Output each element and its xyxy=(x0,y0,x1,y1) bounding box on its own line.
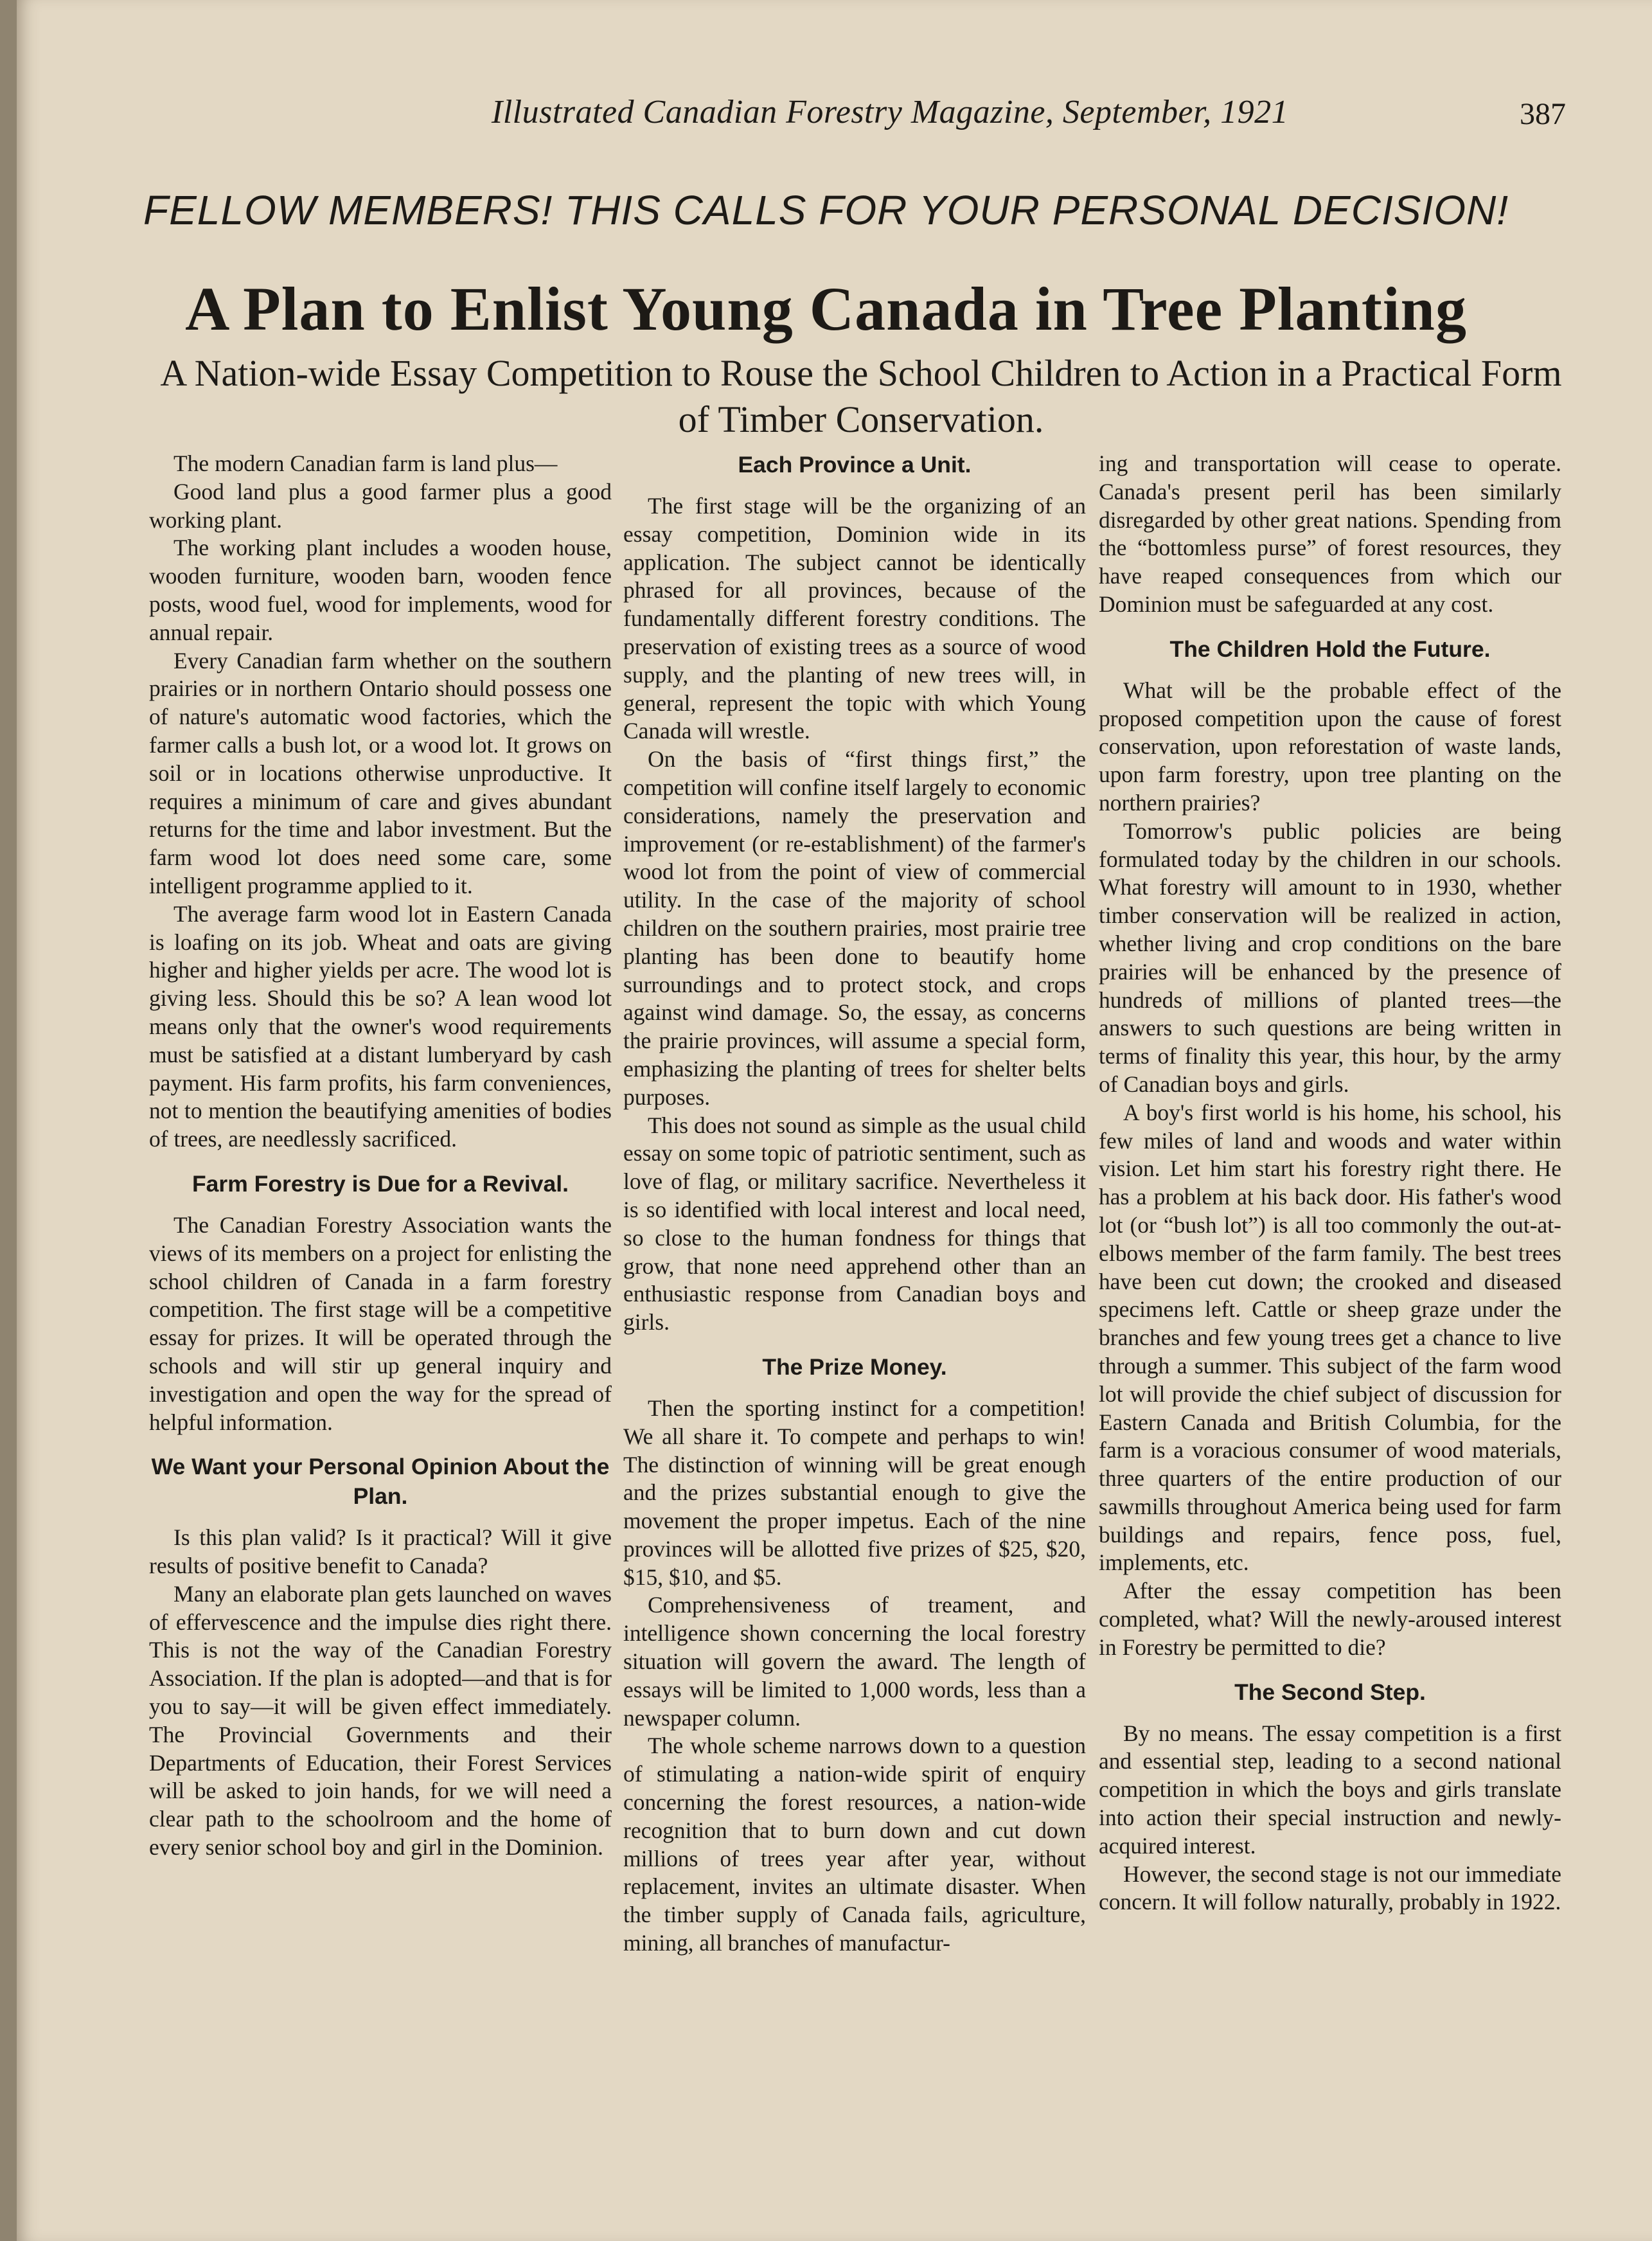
paragraph: Is this plan valid? Is it practical? Will it give results of positive benefit to Canada? xyxy=(149,1524,612,1579)
section-heading: The Children Hold the Future. xyxy=(1169,636,1491,662)
section-heading: We Want your Personal Opinion About the Plan. xyxy=(151,1454,610,1510)
paragraph: The modern Canadian farm is land plus— xyxy=(173,451,558,476)
paragraph: This does not sound as simple as the usual child essay on some topic of patriotic sentiment, such as love of flag, or military sacrifice. Nevertheless it is so identified with local interest and local need, so close to the human fondness for things that grow, that none need apprehend other than an enthusiastic response from Canadian boys and girls. xyxy=(623,1112,1086,1335)
paragraph: However, the second stage is not our immediate concern. It will follow naturally, probably in 1922. xyxy=(1099,1861,1561,1915)
section-heading: The Prize Money. xyxy=(762,1353,947,1380)
section-heading: Farm Forestry is Due for a Revival. xyxy=(192,1170,569,1197)
paragraph: By no means. The essay competition is a first and essential step, leading to a second national competition in which the boys and girls translate into action their special instruction and newly-acquired interest. xyxy=(1099,1720,1561,1859)
paragraph: The Canadian Forestry Association wants the views of its members on a project for enlisting the school children of Canada in a farm forestry competition. The first stage will be a competitive essay for prizes. It will be operated through the schools and will stir up general inquiry and investigation and open the way for the spread of helpful information. xyxy=(149,1211,612,1435)
paragraph: Many an elaborate plan gets launched on waves of effervescence and the impulse dies right there. This is not the way of the Canadian Forestry Association. If the plan is adopted—and that is for you to say—it will be given effect immediately. The Provincial Governments and their Departments of Education, their Forest Services will be asked to join hands, for we will need a clear path to the schoolroom and the home of every senior school boy and girl in the Dominion. xyxy=(149,1580,612,1861)
paragraph: Good land plus a good farmer plus a good working plant. xyxy=(149,478,612,533)
paragraph: The working plant includes a wooden house, wooden furniture, wooden barn, wooden fence posts, wood fuel, wood for implements, wood for annual repair. xyxy=(149,535,612,645)
paragraph: Comprehensiveness of treament, and intelligence shown concerning the local forestry situation will govern the award. The length of essays will be limited to 1,000 words, less than a newspaper column. xyxy=(623,1592,1086,1731)
section-heading: The Second Step. xyxy=(1234,1679,1426,1705)
paragraph: Tomorrow's public policies are being formulated today by the children in our schools. What forestry will amount to in 1930, whether timber conservation will be realized in action, whether living and crop conditions on the bare prairies will be enhanced by the presence of hundreds of millions of planted trees—the answers to such questions are being written in terms of finality this year, this hour, by the army of Canadian boys and girls. xyxy=(1099,817,1561,1097)
column-3 xyxy=(1099,450,1561,1916)
page-number: 387 xyxy=(1520,97,1566,131)
section-heading: Each Province a Unit. xyxy=(738,452,972,478)
paragraph: Then the sporting instinct for a competition! We all share it. To compete and perhaps to win! The distinction of winning will be great enough and the prizes substantial enough to give the movement the proper impetus. Each of the nine provinces will be allotted five prizes of $25, $20, $15, $10, and $5. xyxy=(623,1395,1086,1590)
article-title: A Plan to Enlist Young Canada in Tree Planting xyxy=(185,274,1467,343)
paragraph: Every Canadian farm whether on the southern prairies or in northern Ontario should possess one of nature's automatic wood factories, which the farmer calls a bush lot, or a wood lot. It grows on soil or in locations otherwise unproductive. It requires a minimum of care and gives abundant returns for the time and labor investment. But the farm wood lot does need some care, some intelligent programme applied to it. xyxy=(149,647,612,898)
paragraph: What will be the probable effect of the proposed competition upon the cause of forest conservation, upon reforestation of waste lands, upon farm forestry, upon tree planting on the northern prairies? xyxy=(1099,677,1561,816)
paragraph: The average farm wood lot in Eastern Canada is loafing on its job. Wheat and oats are giving higher and higher yields per acre. The wood lot is giving less. Should this be so? A lean wood lot means only that the owner's wood requirements must be satisfied at a distant lumberyard by cash payment. His farm profits, his farm conveniences, not to mention the beautifying amenities of bodies of trees, are needlessly sacrificed. xyxy=(149,900,612,1152)
paragraph: ing and transportation will cease to operate. Canada's present peril has been similarly disregarded by other great nations. Spending from the “bottomless purse” of forest resources, they have reaped consequences from which our Dominion must be safeguarded at any cost. xyxy=(1099,451,1561,617)
running-title: Illustrated Canadian Forestry Magazine, September, 1921 xyxy=(491,94,1289,130)
paragraph: The whole scheme narrows down to a question of stimulating a nation-wide spirit of enquiry concerning the forest resources, a nation-wide recognition that to burn down and cut down millions of trees year after year, without replacement, invites an ultimate disaster. When the timber supply of Canada fails, agriculture, mining, all branches of manufactur- xyxy=(623,1733,1086,1956)
column-1 xyxy=(149,450,612,1862)
paragraph: The first stage will be the organizing of an essay competition, Dominion wide in its application. The subject cannot be identically phrased for all provinces, because of the fundamentally different forestry conditions. The preservation of existing trees as a source of wood supply, and the planting of new trees will, in general, represent the topic with which Young Canada will wrestle. xyxy=(623,493,1086,744)
paragraph: On the basis of “first things first,” the competition will confine itself largely to economic considerations, namely the preservation and improvement (or re-establishment) of the farmer's wood lot from the point of view of commercial utility. In the case of the majority of school children on the southern prairies, most prairie tree planting has been done to beautify home surroundings and to protect stock, and crops against wind damage. So, the essay, as concerns the prairie provinces, will assume a special form, emphasizing the planting of trees for shelter belts purposes. xyxy=(623,746,1086,1110)
kicker: FELLOW MEMBERS! THIS CALLS FOR YOUR PERSONAL DECISION! xyxy=(143,187,1509,233)
column-2 xyxy=(623,450,1086,1958)
paragraph: After the essay competition has been completed, what? Will the newly-aroused interest in Forestry be permitted to die? xyxy=(1099,1578,1561,1660)
article-subtitle: A Nation-wide Essay Competition to Rouse the School Children to Action in a Practical Form of Timber Conservation. xyxy=(160,352,1562,440)
paragraph: A boy's first world is his home, his school, his few miles of land and woods and water within vision. Let him start his forestry right there. He has a problem at his back door. His father's wood lot (or “bush lot”) is all too commonly the out-at-elbows member of the farm family. The best trees have been cut down; the crooked and diseased specimens left. Cattle or sheep graze under the branches and few young trees get a chance to live through a summer. This subject of the farm wood lot will provide the chief subject of discussion for Eastern Canada and British Columbia, for the farm is a voracious consumer of wood materials, three quarters of the entire production of our sawmills throughout America being used for farm buildings and repairs, fence poss, fuel, implements, etc. xyxy=(1099,1099,1561,1576)
